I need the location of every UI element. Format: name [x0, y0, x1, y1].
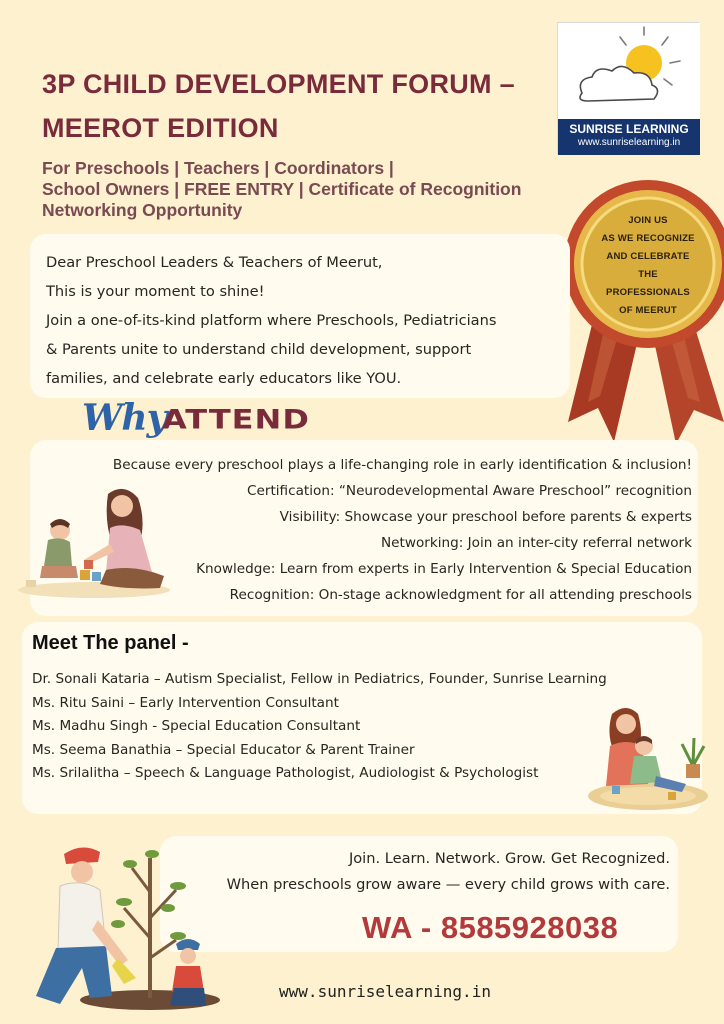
why-item: Recognition: On-stage acknowledgment for all attending preschools: [229, 587, 692, 603]
badge-text: [596, 212, 700, 320]
closing-line-1: Join. Learn. Network. Grow. Get Recognized.: [348, 850, 670, 867]
title-line-1: 3P CHILD DEVELOPMENT FORUM –: [42, 69, 515, 99]
why-item: Certification: “Neurodevelopmental Aware Preschool” recognition: [247, 483, 692, 499]
title-line-2: MEEROT EDITION: [42, 113, 279, 143]
mother-child-reading-icon: [582, 700, 712, 812]
why-attend-heading: [82, 397, 412, 443]
sun-cloud-icon: [558, 23, 700, 119]
planting-tree-icon: [0, 828, 250, 1024]
intro-line: & Parents unite to understand child development, support: [46, 341, 472, 358]
why-item: Because every preschool plays a life-changing role in early identification & inclusion!: [112, 457, 692, 473]
subtitle-line-3: Networking Opportunity: [42, 200, 243, 220]
panel-member: Ms. Madhu Singh - Special Education Consultant: [32, 718, 361, 734]
subtitle-line-1: For Preschools | Teachers | Coordinators |: [42, 158, 394, 178]
panel-title: Meet The panel -: [32, 632, 189, 654]
panel-list: [32, 668, 672, 786]
badge-line-3: AND CELEBRATE: [606, 251, 690, 262]
sunrise-learning-logo: [557, 22, 699, 154]
panel-member: Ms. Srilalitha – Speech & Language Pathologist, Audiologist & Psychologist: [32, 765, 539, 781]
whatsapp-number[interactable]: WA - 8585928038: [362, 910, 619, 945]
panel-member: Dr. Sonali Kataria – Autism Specialist, Fellow in Pediatrics, Founder, Sunrise Learning: [32, 671, 607, 687]
badge-line-1: JOIN US: [628, 215, 668, 226]
badge-line-2: AS WE RECOGNIZE: [601, 233, 695, 244]
intro-text: [46, 248, 566, 393]
subtitle-line-2: School Owners | FREE ENTRY | Certificate of Recognition: [42, 179, 522, 199]
panel-member: Ms. Ritu Saini – Early Intervention Consultant: [32, 694, 339, 711]
page-title: [42, 62, 542, 150]
intro-line: families, and celebrate early educators like YOU.: [46, 370, 402, 387]
panel-member: Ms. Seema Banathia – Special Educator & Parent Trainer: [32, 741, 415, 758]
intro-line: Dear Preschool Leaders & Teachers of Meerut,: [46, 254, 383, 271]
attend-word: ATTEND: [162, 404, 310, 436]
footer-website-link[interactable]: www.sunriselearning.in: [279, 982, 491, 1001]
badge-line-5: OF MEERUT: [619, 305, 677, 316]
event-subtitle: [42, 158, 562, 221]
badge-line-4: THE PROFESSIONALS: [606, 269, 690, 298]
why-item: Visibility: Showcase your preschool before parents & experts: [279, 509, 692, 525]
why-item: Knowledge: Learn from experts in Early Intervention & Special Education: [196, 561, 692, 577]
why-word: Why: [82, 397, 167, 439]
intro-line: This is your moment to shine!: [46, 283, 265, 300]
logo-band: [558, 119, 700, 155]
logo-name: SUNRISE LEARNING: [569, 122, 689, 136]
why-item: Networking: Join an inter-city referral network: [380, 535, 692, 551]
closing-line-2: When preschools grow aware — every child grows with care.: [226, 876, 670, 893]
intro-line: Join a one-of-its-kind platform where Preschools, Pediatricians: [46, 312, 497, 329]
logo-url: www.sunriselearning.in: [577, 137, 681, 148]
why-attend-list: [60, 452, 692, 608]
